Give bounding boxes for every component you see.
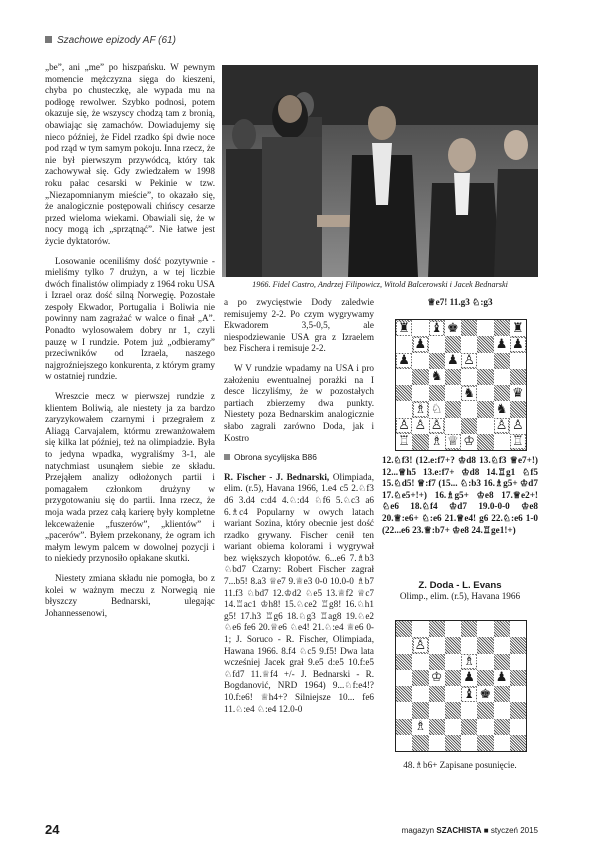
board-square [510, 719, 526, 735]
board-square [396, 369, 412, 385]
board-square [477, 621, 493, 637]
board-square [477, 336, 493, 352]
game-event: Olimpiada, elim. (r.5), Havana 1966, [224, 471, 375, 494]
board-square [412, 401, 428, 417]
paragraph: „be”, ani „me” po hiszpańsku. W pewnym momencie mężczyzna sięga do kieszeni, chyba po chusteczkę, ale wypada mu na podłogę rewolwer. Szybko podnosi, potem okazuje się, że wszyscy chodzą tam z bronią, obawiając się zamachów. Dowiadujemy się nieco później, że Fidel rzadko śpi dwie noce pod rząd w tym samym pokoju. Inna rzecz, że nie był pierwszym przywódcą, który tak zachowywał się. Gdy zwiedzałem w 1998 roku pałac cesarski w Pekinie w tzw. „Niezapomnianym mieście”, to okazało się, że analogicznie postępowali chińscy cesarze przed wieloma wiekami. Obawiali się, że w nocy mogą ich „sprzątnąć”. Nie łatwe jest życie dyktatorów. [45, 62, 215, 246]
chess-piece: ♝ [463, 686, 475, 702]
board-square [494, 385, 510, 401]
board-square [510, 637, 526, 653]
chess-board-1 [395, 319, 527, 451]
board-square [461, 401, 477, 417]
board-square [461, 735, 477, 751]
board-square [429, 686, 445, 702]
board-square [412, 686, 428, 702]
board-square [396, 353, 412, 369]
column-left [45, 62, 215, 627]
board-square [461, 434, 477, 450]
moves-middle: 12.♘f3! (12.e:f7+? ♔d8 13.♘f3 ♕e7+!) 12...♕h5 13.e:f7+ ♔d8 14.♖g1 ♘f5 15.♘d5! ♕:f7 (15... ♘:b3 16.♗g5+ ♔d7 17.♘e5+!+) 16.♗g5+ ♔e8 17.♕e2+! ♘e6 18.♘f4 ♔d7 19.0-0-0 ♔e8 20.♕:e6+ ♘:e6 21.♕e4! g6 22.♘:e6 1-0 (22...e6 23.♕:b7+ ♔e8 24.♖ge1!+) [382, 455, 538, 535]
header-title: Szachowe epizody AF (61) [57, 35, 176, 46]
board-square [477, 637, 493, 653]
board-square [461, 686, 477, 702]
board-square [510, 735, 526, 751]
chess-piece: ♖ [398, 434, 410, 450]
chess-piece: ♗ [463, 654, 475, 670]
board-square [429, 621, 445, 637]
board-square [429, 369, 445, 385]
board-square [445, 670, 461, 686]
column-middle [224, 297, 374, 715]
board-square [429, 418, 445, 434]
board-square [494, 369, 510, 385]
board-square [461, 719, 477, 735]
chess-piece: ♟ [495, 670, 508, 686]
board-square [412, 670, 428, 686]
board-square [445, 621, 461, 637]
chess-board-2 [395, 620, 527, 752]
board-square [412, 336, 428, 352]
paragraph: a po zwycięstwie Dody zaledwie remisujemy 2-2. Po czym wygrywamy Ekwadorem 3,5-0,5, ale niespodziewanie USA gra z Izraelem bez Fischera i remisuje 2-2. [224, 297, 374, 354]
magazine-footer [402, 826, 538, 835]
board-square [510, 434, 526, 450]
board-square [494, 702, 510, 718]
game-header [224, 472, 374, 715]
board-square [396, 621, 412, 637]
game2-players: Z. Doda - L. Evans [418, 580, 502, 591]
game-players: R. Fischer - J. Bednarski, [224, 471, 330, 482]
board-square [494, 686, 510, 702]
board-square [396, 401, 412, 417]
board-square [477, 670, 493, 686]
board-square [510, 654, 526, 670]
board-square [494, 434, 510, 450]
photo-caption: 1966. Fidel Castro, Andrzej Filipowicz, Witold Balcerowski i Jacek Bednarski [252, 280, 508, 289]
board-square [510, 385, 526, 401]
chess-piece: ♗ [414, 719, 427, 735]
board-square [445, 369, 461, 385]
chess-piece: ♙ [512, 418, 524, 434]
board-square [445, 320, 461, 336]
chess-piece: ♙ [430, 418, 443, 434]
board-square [461, 320, 477, 336]
paragraph: Wreszcie mecz w pierwszej rundzie z klientem Boliwią, ale niestety ja za bardzo zaryzykowałem czarnymi i przegrałem z Aliagą Carvajalem, którmu zrewanżowałem się kilka lat później, też na olimpiadzie. Była to jedyna wpadka, wygraliśmy 3-1, ale natychmiast usunąłem siebie ze składu. Przejąłem analizy odłożonych partii i pomagałem członkom drużyny w przygotowaniu się do partii. Inna rzecz, że moja wada przez całą karierę były kompletne lekceważenie „fuszerów”, „klientów” i „pacerów”. Byłem przekonany, że ogram ich małym lewym palcem w dowolnej pozycji i to niekiedy przynosiło opłakane skutki. [45, 391, 215, 564]
chess-piece: ♕ [447, 434, 459, 450]
board-square [510, 670, 526, 686]
board-square [461, 670, 477, 686]
board-square [429, 434, 445, 450]
board-square [477, 369, 493, 385]
board-square [461, 336, 477, 352]
chess-piece: ♟ [398, 353, 410, 369]
board-square [396, 670, 412, 686]
paragraph: W V rundzie wpadamy na USA i pro założeniu ewentualnej porażki na I desce liczyliśmy, że w pozostałych partiach zbierzemy dwa punkty. Niestety poza Bednarskim analogicznie słabo zagrali zarówno Doda, jak i Kostro [224, 362, 374, 443]
board-square [477, 385, 493, 401]
board-square [429, 702, 445, 718]
moves-top: ♕e7! 11.g3 ♘:g3 [427, 297, 493, 307]
board-square [396, 385, 412, 401]
board-square [445, 654, 461, 670]
board-square [445, 434, 461, 450]
board-square [429, 401, 445, 417]
chess-piece: ♞ [463, 385, 475, 401]
board-square [429, 320, 445, 336]
chess-piece: ♔ [463, 434, 475, 450]
section-heading [224, 452, 374, 464]
board-square [445, 353, 461, 369]
chess-piece: ♔ [430, 670, 443, 686]
board-square [494, 401, 510, 417]
header-square-icon [45, 36, 52, 43]
board-square [510, 418, 526, 434]
board-square [396, 686, 412, 702]
board-square [510, 336, 526, 352]
board-square [412, 418, 428, 434]
board-square [461, 385, 477, 401]
board-square [494, 418, 510, 434]
board-square [494, 621, 510, 637]
board-square [461, 702, 477, 718]
board-square [445, 637, 461, 653]
board-square [477, 418, 493, 434]
chess-piece: ♚ [479, 686, 492, 702]
board-square [510, 353, 526, 369]
footer-separator-icon: ■ [483, 826, 489, 835]
board-square [412, 735, 428, 751]
chess-piece: ♚ [447, 320, 459, 336]
board-square [445, 702, 461, 718]
board-square [477, 434, 493, 450]
board-square [477, 654, 493, 670]
board-square [412, 320, 428, 336]
board-square [461, 418, 477, 434]
board-square [396, 719, 412, 735]
board-square [445, 385, 461, 401]
paragraph: Niestety zmiana składu nie pomogła, bo z kolei w ważnym meczu z Norwegią nie błyszczy Bednarski, ulegając Johannessenowi, [45, 572, 215, 618]
board-square [396, 418, 412, 434]
chess-piece: ♙ [414, 637, 427, 653]
board-square [494, 353, 510, 369]
board-square [494, 670, 510, 686]
board-square [412, 654, 428, 670]
board-square [396, 702, 412, 718]
board-square [477, 735, 493, 751]
board-square [494, 719, 510, 735]
board-square [429, 353, 445, 369]
page-number: 24 [45, 822, 60, 837]
board-square [510, 320, 526, 336]
magazine-name: SZACHISTA [436, 826, 482, 835]
chess-piece: ♟ [512, 336, 524, 352]
board-square [445, 735, 461, 751]
chess-piece: ♙ [495, 418, 508, 434]
board-square [412, 385, 428, 401]
board-square [461, 637, 477, 653]
chess-piece: ♟ [495, 336, 508, 352]
board-square [429, 336, 445, 352]
running-header [45, 35, 176, 46]
board-square [494, 735, 510, 751]
game2-header [382, 580, 538, 605]
board-square [494, 654, 510, 670]
board-square [396, 654, 412, 670]
chess-piece: ♞ [430, 369, 443, 385]
board-square [445, 401, 461, 417]
board-square [396, 434, 412, 450]
chess-piece: ♝ [430, 320, 443, 336]
board-square [412, 702, 428, 718]
chess-piece: ♟ [414, 336, 427, 352]
board-square [396, 637, 412, 653]
board-square [396, 735, 412, 751]
board-square [477, 719, 493, 735]
magazine-prefix: magazyn [401, 826, 435, 835]
historical-photo [222, 65, 538, 277]
board-square [494, 320, 510, 336]
board-square [412, 637, 428, 653]
chess-piece: ♜ [512, 320, 524, 336]
board-square [461, 369, 477, 385]
chess-piece: ♙ [398, 418, 410, 434]
board-square [429, 735, 445, 751]
board-square [445, 418, 461, 434]
chess-piece: ♙ [463, 353, 475, 369]
board-square [412, 719, 428, 735]
board-square [510, 686, 526, 702]
board-square [510, 369, 526, 385]
chess-piece: ♞ [495, 401, 508, 417]
board-square [461, 353, 477, 369]
board-square [429, 654, 445, 670]
board-square [412, 353, 428, 369]
board-square [510, 621, 526, 637]
issue-date: styczeń 2015 [490, 826, 538, 835]
chess-piece: ♘ [430, 401, 443, 417]
board-square [510, 401, 526, 417]
board-square [461, 654, 477, 670]
board-square [477, 320, 493, 336]
board-square [494, 637, 510, 653]
heading-square-icon [224, 454, 230, 460]
board-square [445, 686, 461, 702]
photo-image [222, 65, 538, 277]
board-square [445, 719, 461, 735]
board-square [445, 336, 461, 352]
board-square [477, 401, 493, 417]
board-square [429, 637, 445, 653]
chess-piece: ♟ [447, 353, 459, 369]
moves-bottom: 48.♗b6+ Zapisane posunięcie. [403, 760, 517, 770]
board-square [494, 336, 510, 352]
board-square [477, 353, 493, 369]
board-square [429, 719, 445, 735]
paragraph: Losowanie oceniliśmy dość pozytywnie - mieliśmy tylko 7 drużyn, a w tej liczbie dwóch finalistów olimpiady z 1964 roku USA i Izrael oraz dość silną Norwegię. Pozostałe zespoły Ekwador, Portugalia i Boliwia nie powinny nam zagrażać w walce o finał „A”. Ponadto wylosowałem dobry nr 1, czyli pauzę w I rundzie. Potem już „odbieramy” przeciwników od Izraela, naszego najgroźniejszego konkurenta, z którym gramy w ostatniej rundzie. [45, 255, 215, 382]
chess-piece: ♜ [398, 320, 410, 336]
chess-piece: ♗ [414, 401, 427, 417]
board-square [412, 434, 428, 450]
board-square [429, 385, 445, 401]
game2-event: Olimp., elim. (r.5), Havana 1966 [399, 591, 521, 601]
chess-piece: ♙ [414, 418, 427, 434]
chess-piece: ♟ [463, 670, 475, 686]
game-moves: 1.e4 c5 2.♘f3 d6 3.d4 c:d4 4.♘:d4 ♘f6 5.♘c3 a6 6.♗c4 Popularny w owych latach wariant Sozina, który obecnie jest dość rzadko grywany. Fischer cenił ten wariant obiema kolorami i wygrywał bez większych kłopotów. 6...e6 7.♗b3 ♘bd7 Czarny: Robert Fischer zagrał 7...b5! 8.a3 ♕e7 9.♕e3 0-0 10.0-0 ♗b7 11.f3 ♘bd7 12.♔d2 ♘e5 13.♕f2 ♕c7 14.♖ac1 ♔h8! 15.♘ce2 ♖g8! 16.♘h1 g5! 17.h3 ♖g6 18.♘g3 ♖ag8 19.♘e2 ♘e6 fe6 20.♕e6 ♘e4! 21.♘:e4 ♕e6 0-1; J. Soruco - R. Fischer, Olimpiada, Hawana 1966. 8.f4 ♘c5 9.f5! Dwa lata wcześniej Jacek grał 9.e5 d:e5 10.f:e5 ♘fd7 11.♕f4 +/- J. Bednarski - R. Bogdanović, NRD 1964) 9...♘f:e4!? 10.f:e6! ♕h4+? Silniejsze 10... fe6 11.♘:e4 ♘:e4 12.0-0 [224, 483, 375, 714]
chess-piece: ♛ [512, 385, 524, 401]
board-square [429, 670, 445, 686]
board-square [396, 336, 412, 352]
chess-piece: ♖ [512, 434, 524, 450]
chess-piece: ♗ [430, 434, 443, 450]
heading-text: Obrona sycylijska B86 [234, 452, 317, 463]
board-square [396, 320, 412, 336]
board-square [477, 702, 493, 718]
board-square [461, 621, 477, 637]
board-square [477, 686, 493, 702]
board-square [412, 621, 428, 637]
board-square [412, 369, 428, 385]
board-square [510, 702, 526, 718]
